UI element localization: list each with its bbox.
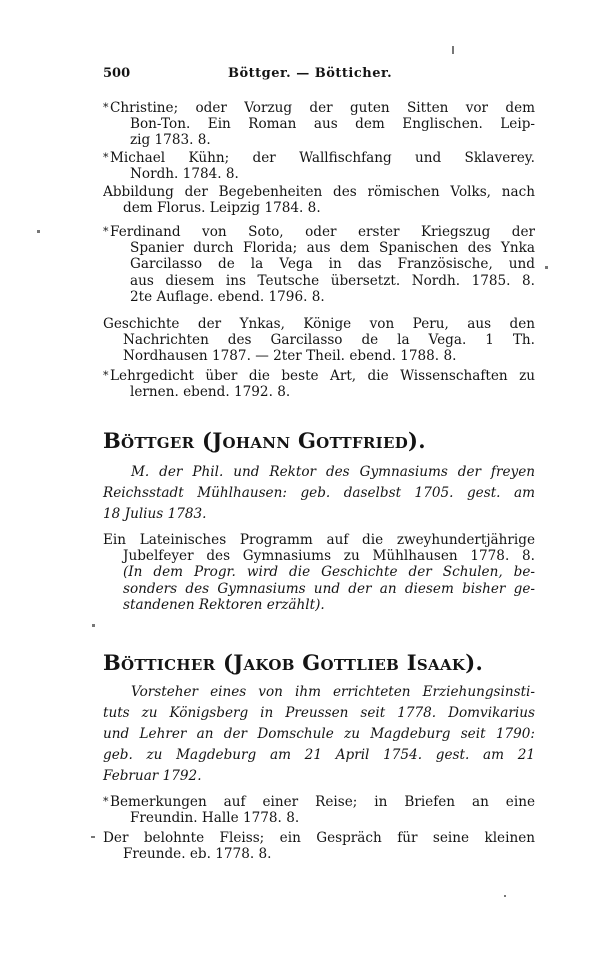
entry-line: Bemerkungen auf einer Reise; in Briefen an eine (110, 794, 535, 810)
bio-line: Reichsstadt Mühlhausen: geb. daselbst 1705. gest. am (103, 485, 535, 501)
entry-line: Der belohnte Fleiss; ein Gespräch für seine kleinen (103, 830, 535, 846)
asterisk-mark: * (103, 101, 109, 114)
entry-line: dem Florus. Leipzig 1784. 8. (123, 200, 321, 217)
asterisk-mark: * (103, 369, 109, 382)
bio-line: und Lehrer an der Domschule zu Magdeburg seit 1790: (103, 726, 535, 742)
bio-line: Februar 1792. (103, 768, 202, 784)
entry-line: lernen. ebend. 1792. 8. (130, 384, 291, 401)
bib-entry (103, 368, 535, 401)
bio-line: Vorsteher eines von ihm errichteten Erziehungsinsti- (131, 684, 535, 700)
author-biography (103, 462, 535, 525)
ink-speck (37, 230, 40, 233)
entry-line: Michael Kühn; der Wallfischfang und Sklaverey. (110, 150, 535, 166)
entry-line: Lehrgedicht über die beste Art, die Wissenschaften zu (110, 368, 535, 384)
bib-entry (103, 532, 535, 613)
entry-line: Spanier durch Florida; aus dem Spanischen des Ynka (130, 240, 535, 257)
bib-entry (103, 794, 535, 827)
entry-line: (In dem Progr. wird die Geschichte der Schulen, be- (123, 564, 535, 581)
bio-line: tuts zu Königsberg in Preussen seit 1778. Domvikarius (103, 705, 535, 721)
entry-line: Freunde. eb. 1778. 8. (123, 846, 272, 863)
author-surname: Bötticher (103, 650, 216, 675)
page-number: 500 (103, 66, 131, 81)
author-biography (103, 682, 535, 787)
entry-line: aus diesem ins Teutsche übersetzt. Nordh. 1785. 8. (130, 272, 535, 289)
bio-line: M. der Phil. und Rektor des Gymnasiums der freyen (131, 464, 535, 480)
entry-line: Jubelfeyer des Gymnasiums zu Mühlhausen 1778. 8. (123, 548, 535, 565)
entry-line: Nordhausen 1787. — 2ter Theil. ebend. 1788. 8. (123, 348, 457, 365)
entry-line: Ein Lateinisches Programm auf die zweyhundertjährige (103, 532, 535, 548)
ink-speck (91, 836, 95, 838)
bib-entry (103, 830, 535, 862)
author-surname: Böttger (103, 428, 195, 453)
ink-speck (545, 266, 548, 269)
running-title: Böttger. — Bötticher. (228, 66, 393, 81)
entry-line: Christine; oder Vorzug der guten Sitten vor dem (110, 100, 535, 116)
bib-entry (103, 150, 535, 183)
author-heading (103, 650, 483, 675)
author-heading (103, 428, 426, 453)
entry-line: zig 1783. 8. (130, 132, 211, 149)
entry-line: Nachrichten des Garcilasso de la Vega. 1 Th. (123, 332, 535, 349)
asterisk-mark: * (103, 225, 109, 238)
bib-entry (103, 316, 535, 365)
bio-line: 18 Julius 1783. (103, 506, 207, 522)
author-given-names: (Johann Gottfried). (202, 428, 426, 453)
asterisk-mark: * (103, 795, 109, 808)
entry-line: Freundin. Halle 1778. 8. (130, 810, 300, 827)
bio-line: geb. zu Magdeburg am 21 April 1754. gest. am 21 (103, 747, 535, 763)
page-header (103, 66, 533, 86)
entry-line: Bon-Ton. Ein Roman aus dem Englischen. Leip- (130, 116, 535, 133)
bib-entry (103, 100, 535, 149)
entry-line: Nordh. 1784. 8. (130, 166, 239, 183)
entry-line: 2te Auflage. ebend. 1796. 8. (130, 288, 325, 305)
entry-line: Ferdinand von Soto, oder erster Kriegszug der (110, 224, 535, 240)
entry-line: Geschichte der Ynkas, Könige von Peru, aus den (103, 316, 535, 332)
asterisk-mark: * (103, 151, 109, 164)
ink-speck (92, 624, 95, 627)
entry-line: standenen Rektoren erzählt). (123, 596, 325, 613)
author-given-names: (Jakob Gottlieb Isaak). (222, 650, 484, 675)
bib-entry (103, 224, 535, 305)
bib-entry (103, 184, 535, 216)
ink-speck (504, 895, 506, 897)
entry-line: Garcilasso de la Vega in das Französische, und (130, 256, 535, 273)
entry-line: Abbildung der Begebenheiten des römischen Volks, nach (103, 184, 535, 200)
ink-speck (452, 46, 454, 54)
entry-line: sonders des Gymnasiums und der an diesem bisher ge- (123, 580, 535, 597)
